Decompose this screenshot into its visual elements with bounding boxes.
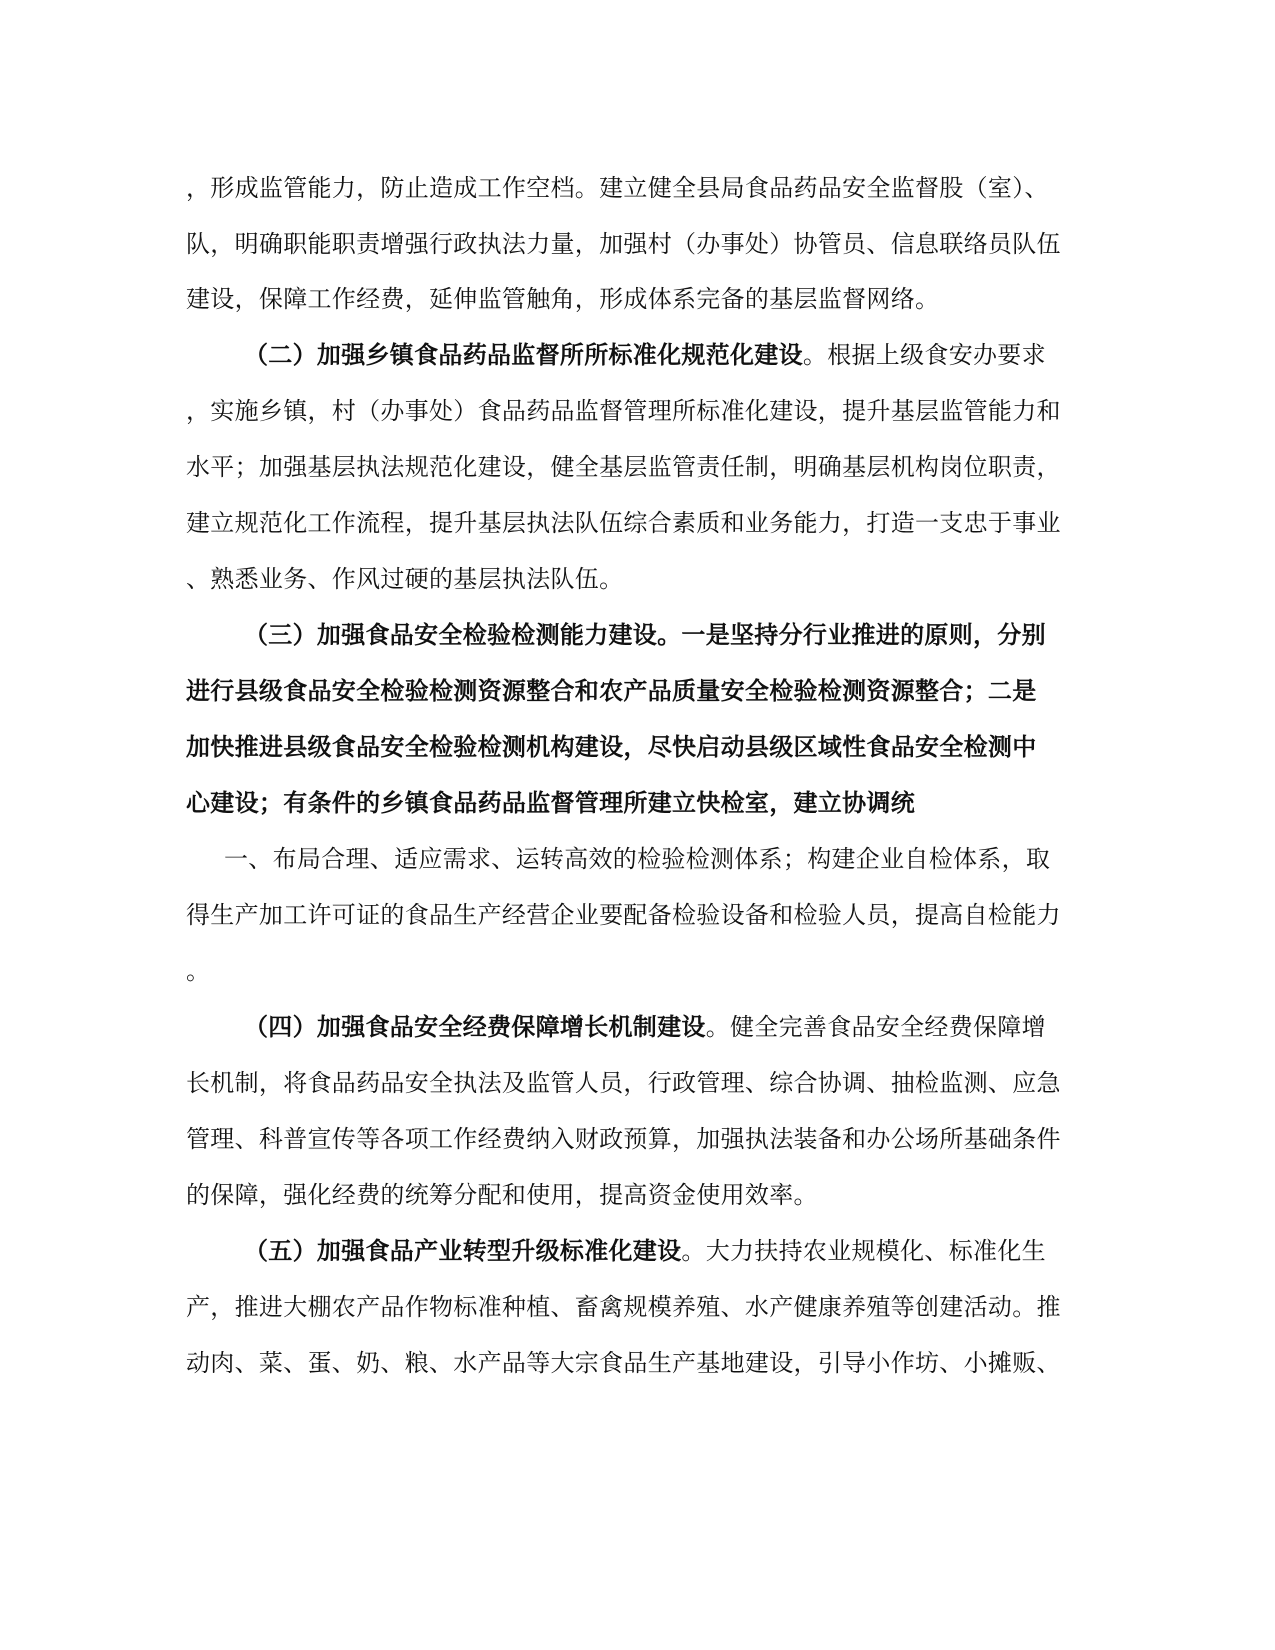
paragraph-first-line: 一、布局合理、适应需求、运转高效的检验检测体系；构建企业自检体系，取 xyxy=(224,845,1051,873)
section-heading: （三）加强食品安全检验检测能力建设。一是坚持分行业推进的原则，分别 xyxy=(244,620,1046,649)
section-heading: （四）加强食品安全经费保障增长机制建设 xyxy=(244,1012,706,1041)
text-line: ，形成监管能力，防止造成工作空档。建立健全县局食品药品安全监督股（室）、 xyxy=(186,174,1049,202)
bold-text-line: 进行县级食品安全检验检测资源整合和农产品质量安全检验检测资源整合；二是 xyxy=(186,676,1037,705)
text-line: 产，推进大棚农产品作物标准种植、畜禽规模养殖、水产健康养殖等创建活动。推 xyxy=(186,1293,1061,1321)
paragraph-first-line xyxy=(244,1012,1144,1042)
bold-text-line: 加快推进县级食品安全检验检测机构建设，尽快启动县级区域性食品安全检测中 xyxy=(186,732,1037,761)
text-line: 长机制，将食品药品安全执法及监管人员，行政管理、综合协调、抽检监测、应急 xyxy=(186,1069,1061,1097)
heading-tail: 。大力扶持农业规模化、标准化生 xyxy=(681,1237,1046,1265)
text-line: 动肉、菜、蛋、奶、粮、水产品等大宗食品生产基地建设，引导小作坊、小摊贩、 xyxy=(186,1349,1061,1377)
section-heading: （二）加强乡镇食品药品监督所所标准化规范化建设 xyxy=(244,340,803,369)
text-line: 水平；加强基层执法规范化建设，健全基层监管责任制，明确基层机构岗位职责， xyxy=(186,453,1061,481)
text-line: 得生产加工许可证的食品生产经营企业要配备检验设备和检验人员，提高自检能力 xyxy=(186,901,1061,929)
text-line: 队，明确职能职责增强行政执法力量，加强村（办事处）协管员、信息联络员队伍 xyxy=(186,230,1061,258)
text-line: 建立规范化工作流程，提升基层执法队伍综合素质和业务能力，打造一支忠于事业 xyxy=(186,509,1061,537)
text-line: 。 xyxy=(186,957,211,985)
paragraph-first-line xyxy=(244,1236,1144,1266)
heading-tail: 。根据上级食安办要求 xyxy=(802,341,1046,369)
heading-tail: 。健全完善食品安全经费保障增 xyxy=(705,1013,1046,1041)
section-heading: （五）加强食品产业转型升级标准化建设 xyxy=(244,1236,682,1265)
text-line: 、熟悉业务、作风过硬的基层执法队伍。 xyxy=(186,565,624,593)
text-line: 管理、科普宣传等各项工作经费纳入财政预算，加强执法装备和办公场所基础条件 xyxy=(186,1125,1061,1153)
text-line: 的保障，强化经费的统筹分配和使用，提高资金使用效率。 xyxy=(186,1181,818,1209)
text-line: ，实施乡镇，村（办事处）食品药品监督管理所标准化建设，提升基层监管能力和 xyxy=(186,397,1061,425)
paragraph-first-line xyxy=(244,340,1144,370)
bold-text-line: 心建设；有条件的乡镇食品药品监督管理所建立快检室，建立协调统 xyxy=(186,788,915,817)
text-line: 建设，保障工作经费，延伸监管触角，形成体系完备的基层监督网络。 xyxy=(186,285,940,313)
